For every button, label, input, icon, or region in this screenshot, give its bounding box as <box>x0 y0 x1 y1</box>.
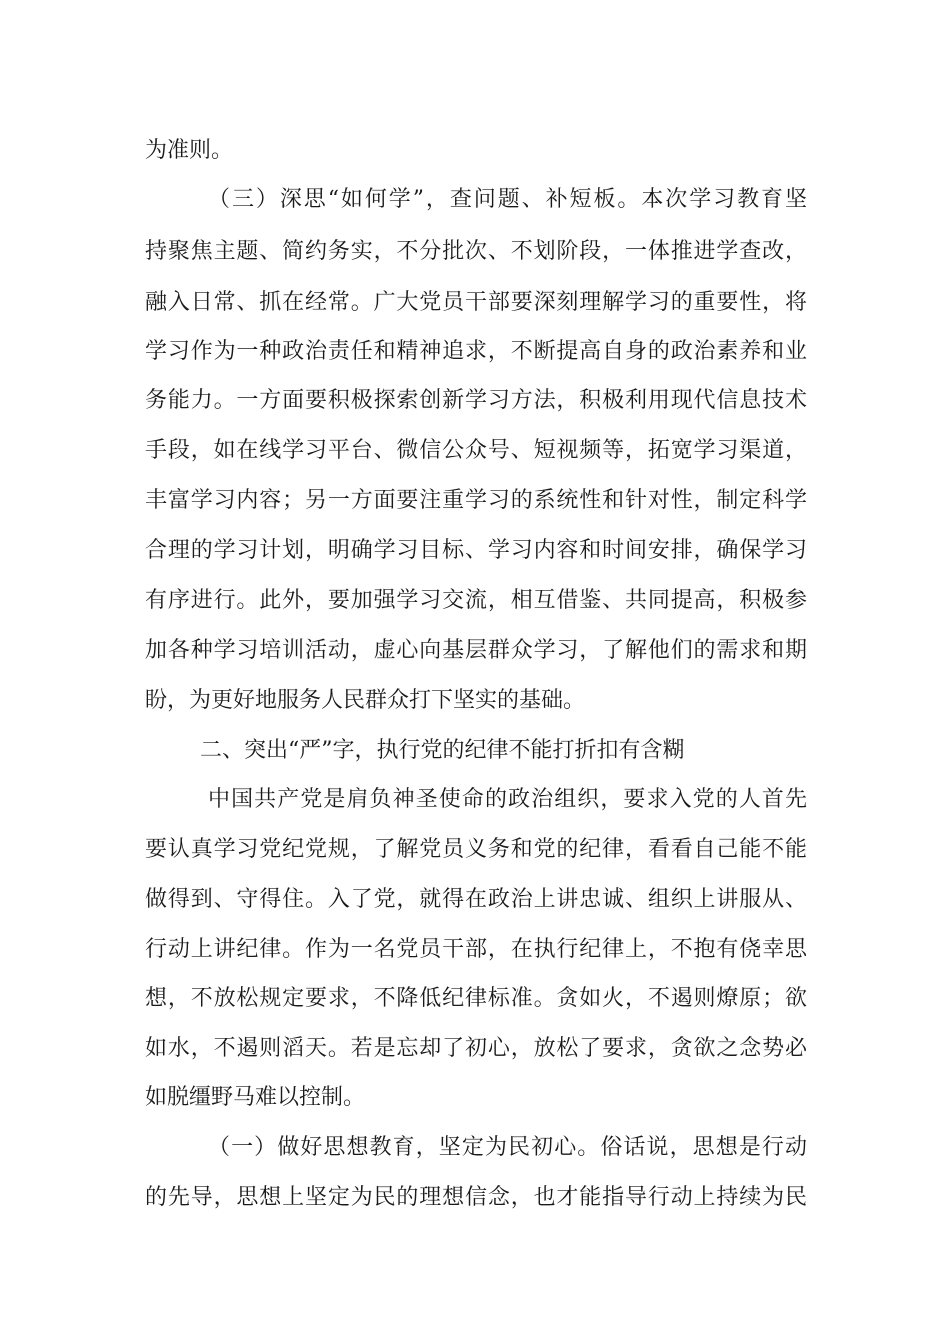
text-line: 务能力。一方面要积极探索创新学习方法，积极利用现代信息技术 <box>145 388 807 413</box>
text-line: 盼，为更好地服务人民群众打下坚实的基础。 <box>145 688 586 713</box>
text-line: 要认真学习党纪党规，了解党员义务和党的纪律，看看自己能不能 <box>145 837 807 862</box>
text-line: （一）做好思想教育，坚定为民初心。俗话说，思想是行动 <box>208 1135 807 1160</box>
text-line: 丰富学习内容；另一方面要注重学习的系统性和针对性，制定科学 <box>145 488 807 513</box>
text-line: 行动上讲纪律。作为一名党员干部，在执行纪律上，不抱有侥幸思 <box>145 937 807 962</box>
text-line: 加各种学习培训活动，虚心向基层群众学习，了解他们的需求和期 <box>145 638 807 663</box>
text-line: 为准则。 <box>145 138 234 163</box>
text-line: 合理的学习计划，明确学习目标、学习内容和时间安排，确保学习 <box>145 538 807 563</box>
text-line: 想，不放松规定要求，不降低纪律标准。贪如火，不遏则燎原；欲 <box>145 986 807 1011</box>
text-line: 中国共产党是肩负神圣使命的政治组织，要求入党的人首先 <box>208 787 807 812</box>
text-line: 手段，如在线学习平台、微信公众号、短视频等，拓宽学习渠道， <box>145 438 807 463</box>
text-line: 做得到、守得住。入了党，就得在政治上讲忠诚、组织上讲服从、 <box>145 887 807 912</box>
text-line: 融入日常、抓在经常。广大党员干部要深刻理解学习的重要性，将 <box>145 290 807 315</box>
text-line: 如水，不遏则滔天。若是忘却了初心，放松了要求，贪欲之念势必 <box>145 1036 807 1061</box>
text-line: （三）深思“如何学”，查问题、补短板。本次学习教育坚 <box>208 187 807 212</box>
text-line: 学习作为一种政治责任和精神追求，不断提高自身的政治素养和业 <box>145 339 807 364</box>
text-line: 持聚焦主题、简约务实，不分批次、不划阶段，一体推进学查改， <box>145 239 807 264</box>
text-line: 有序进行。此外，要加强学习交流，相互借鉴、共同提高，积极参 <box>145 588 807 613</box>
text-line: 如脱缰野马难以控制。 <box>145 1085 366 1110</box>
text-line: 的先导，思想上坚定为民的理想信念，也才能指导行动上持续为民 <box>145 1185 807 1210</box>
section-heading: 二、突出“严”字，执行党的纪律不能打折扣有含糊 <box>200 738 685 763</box>
